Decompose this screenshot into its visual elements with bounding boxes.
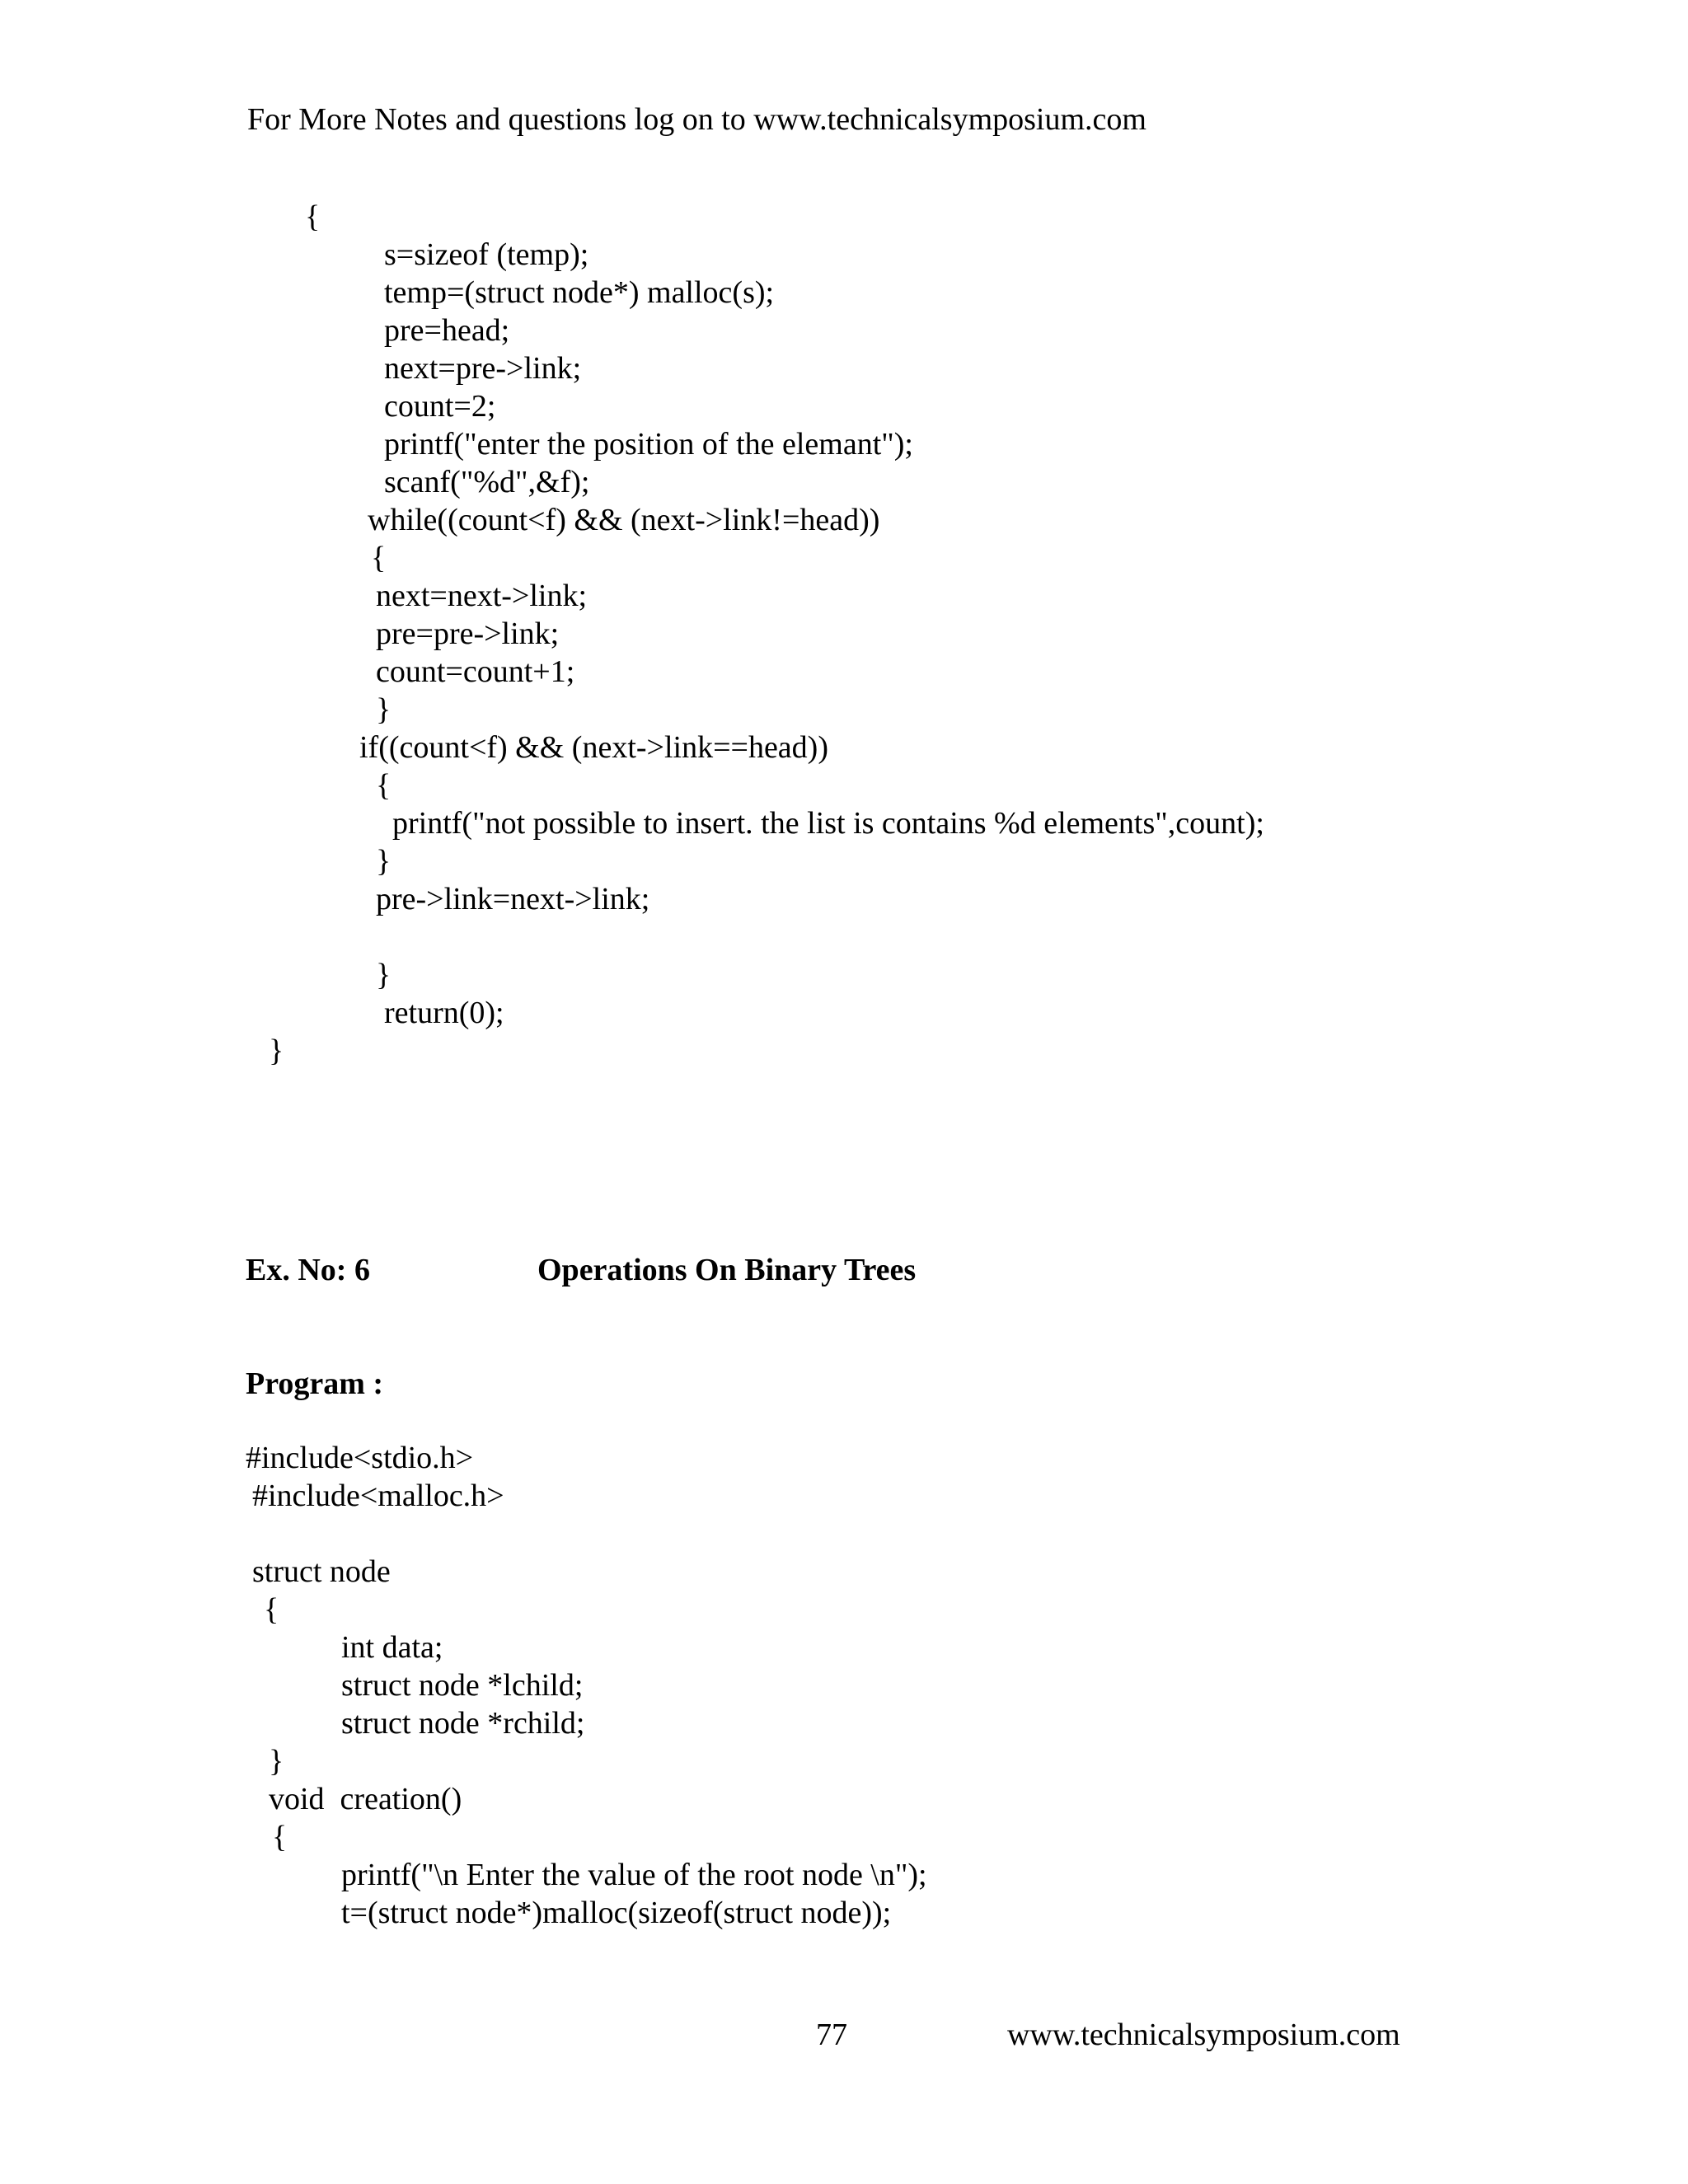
page-number: 77 [816,2018,847,2052]
program-label: Program : [246,1366,384,1401]
code-line: int data; [341,1630,443,1665]
code-line: s=sizeof (temp); [384,237,589,272]
code-line: printf("not possible to insert. the list is contains %d elements",count); [392,806,1264,841]
footer-site-link[interactable]: www.technicalsymposium.com [1007,2018,1400,2052]
code-line: } [269,1033,284,1068]
code-line: next=next->link; [376,579,588,613]
code-line: count=count+1; [376,654,575,689]
exercise-title: Operations On Binary Trees [537,1253,917,1287]
code-line: struct node *lchild; [341,1668,584,1703]
code-line: { [264,1592,279,1627]
code-line: next=pre->link; [384,351,582,386]
code-line: temp=(struct node*) malloc(s); [384,275,775,310]
code-line: return(0); [384,996,504,1030]
code-line: { [305,199,321,234]
code-line: printf("enter the position of the elemant"); [384,427,913,462]
code-line: scanf("%d",&f); [384,465,590,499]
code-line: pre=head; [384,313,510,348]
code-line: } [269,1744,284,1779]
code-line: { [272,1820,288,1854]
page-header: For More Notes and questions log on to www.technicalsymposium.com [247,102,1146,137]
code-line: } [376,692,392,727]
code-line: struct node *rchild; [341,1706,585,1741]
code-line: pre=pre->link; [376,616,560,651]
code-line: count=2; [384,389,496,424]
code-line: } [376,844,392,879]
code-line: { [371,541,387,575]
code-line: #include<stdio.h> [246,1441,474,1475]
code-line: t=(struct node*)malloc(sizeof(struct node)); [341,1896,892,1930]
code-line: while((count<f) && (next->link!=head)) [368,503,880,537]
code-line: printf("\n Enter the value of the root node \n"); [341,1858,927,1892]
code-line: void creation() [269,1782,462,1816]
code-line: } [376,958,392,992]
code-line: pre->link=next->link; [376,882,650,916]
code-line: if((count<f) && (next->link==head)) [359,730,828,765]
exercise-number: Ex. No: 6 [246,1253,370,1287]
code-line: struct node [252,1554,391,1589]
code-line: { [376,768,392,803]
code-line: #include<malloc.h> [252,1479,504,1513]
